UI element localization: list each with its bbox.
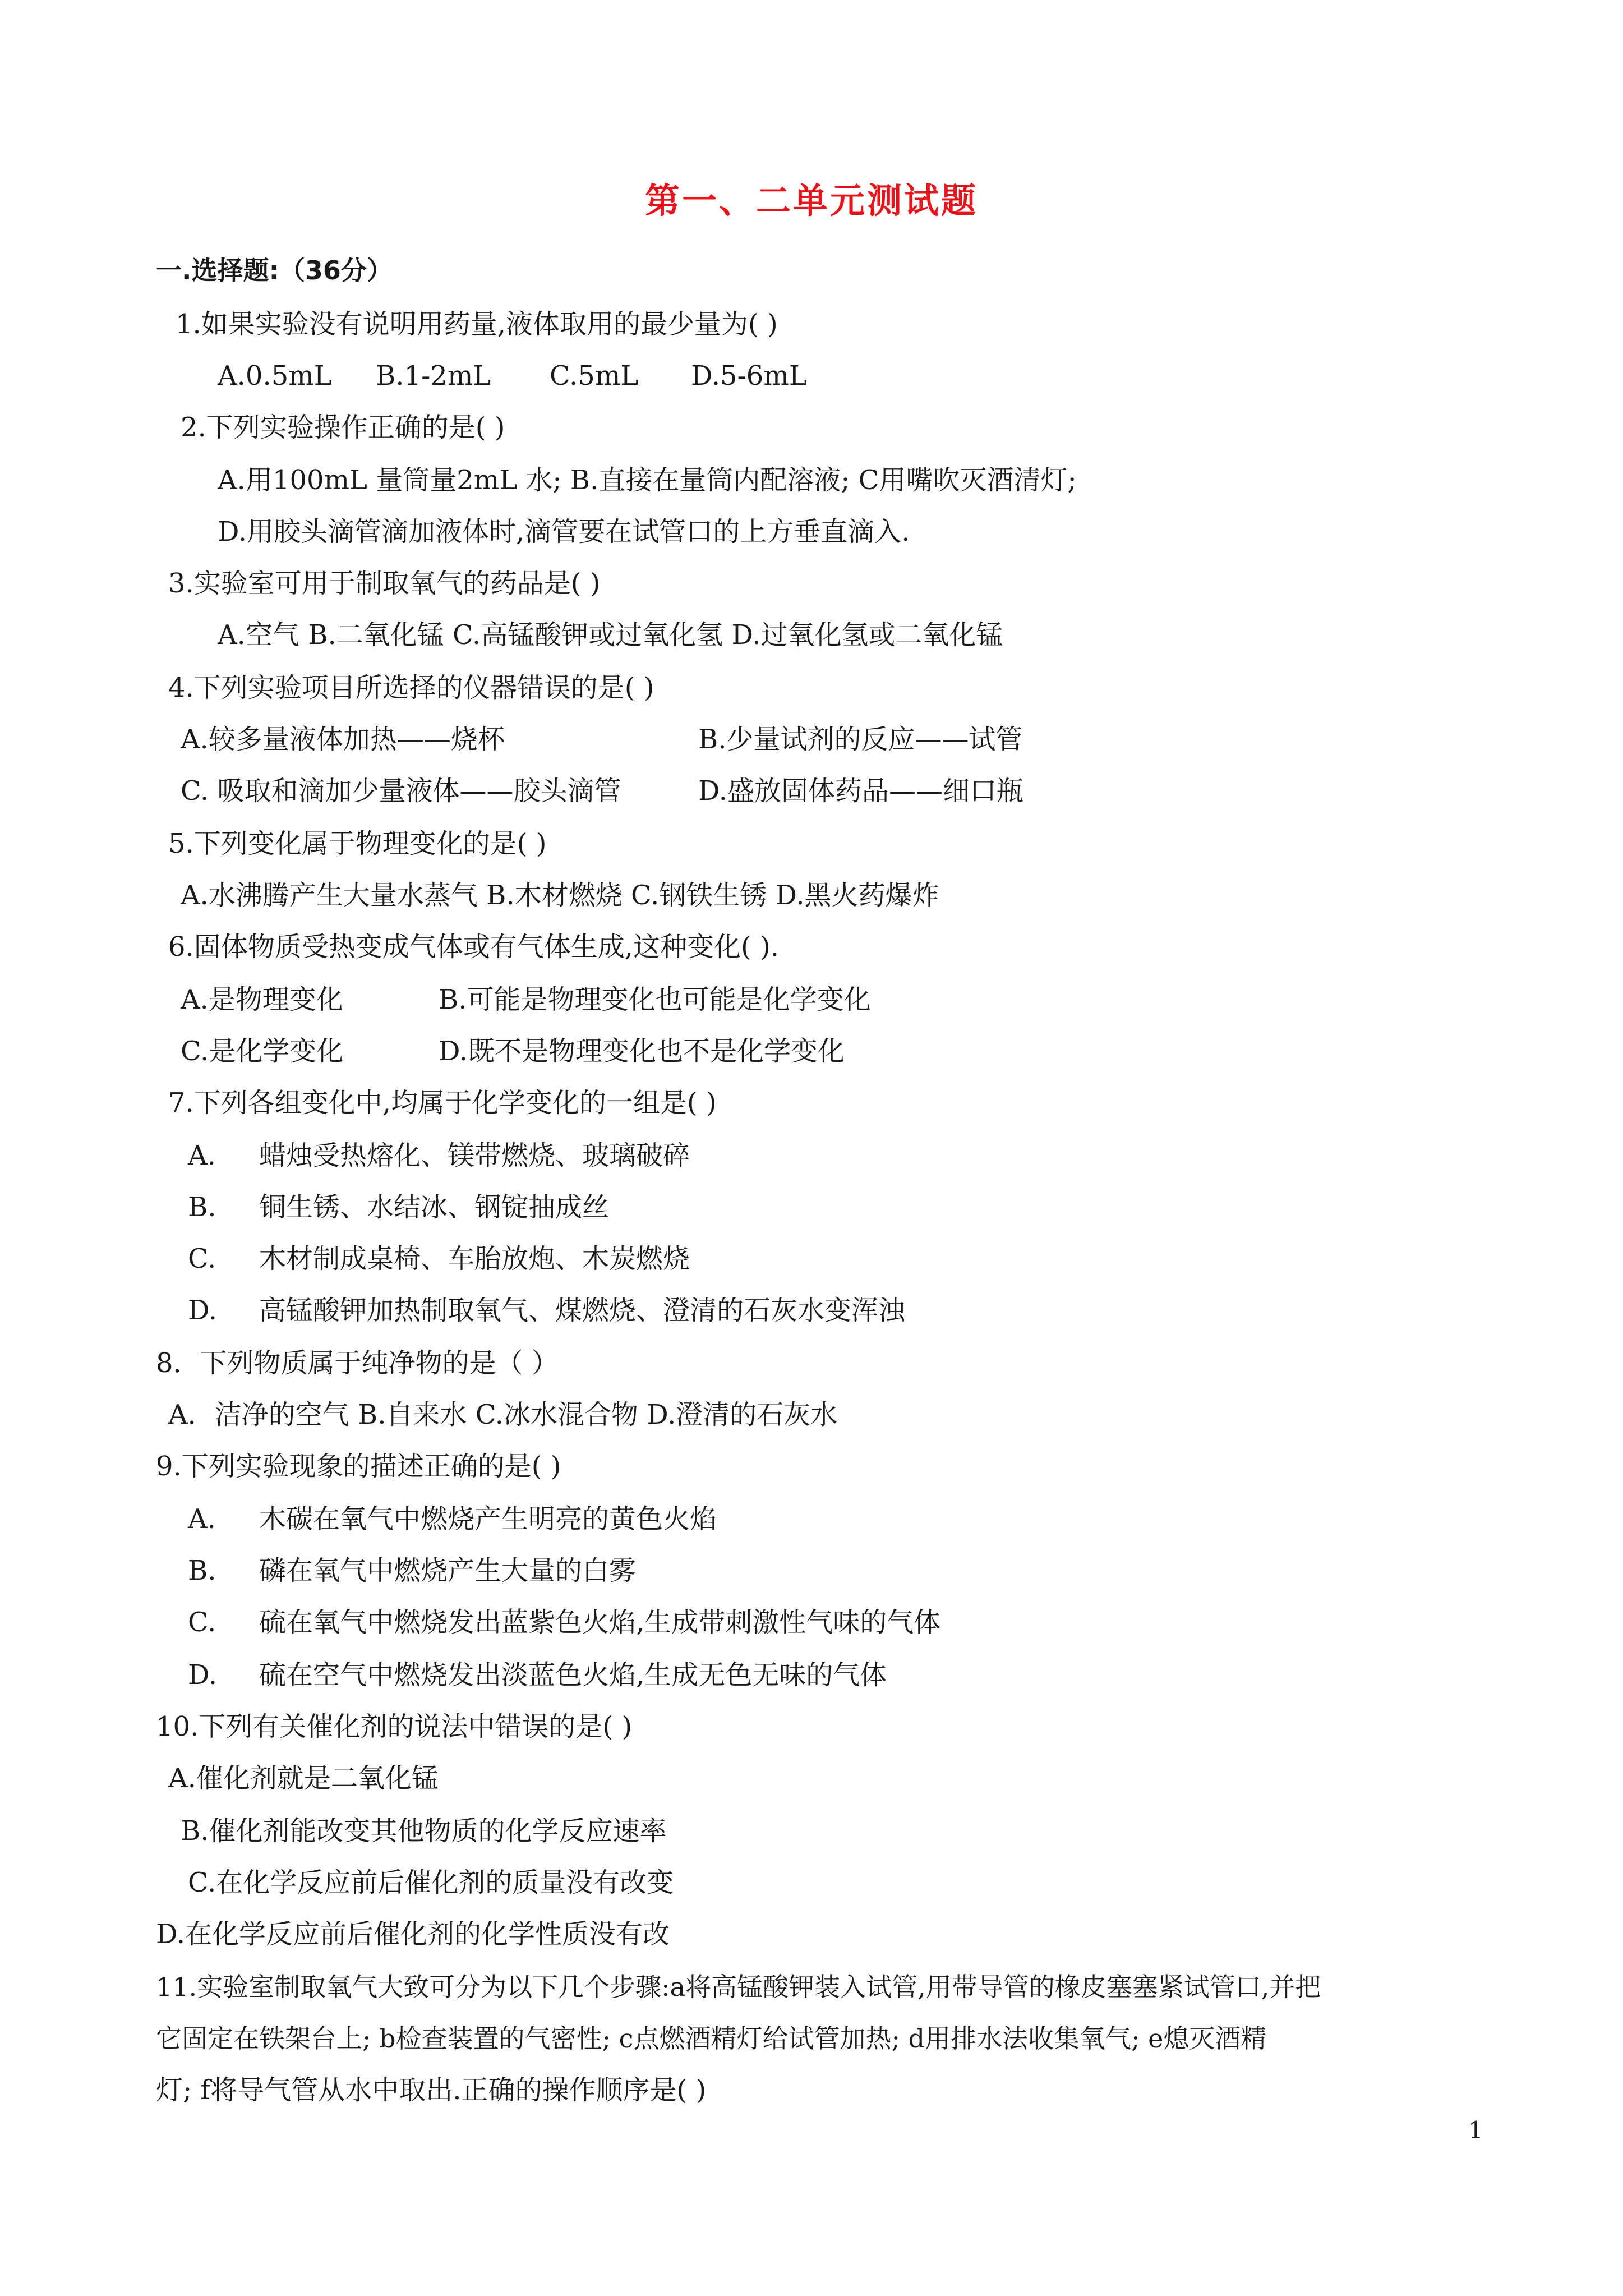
question-7-option-a: 蜡烛受热熔化、镁带燃烧、玻璃破碎 xyxy=(259,1140,690,1171)
question-9-option-d: 硫在空气中燃烧发出淡蓝色火焰,生成无色无味的气体 xyxy=(259,1659,887,1691)
question-1-option-c: C.5mL xyxy=(550,360,639,392)
section-heading: 一.选择题:（36分） xyxy=(156,255,393,286)
question-9-option-b: 磷在氧气中燃烧产生大量的白雾 xyxy=(259,1555,637,1586)
question-5-options: A.水沸腾产生大量水蒸气 B.木材燃烧 C.钢铁生锈 D.黑火药爆炸 xyxy=(181,880,939,911)
question-4-option-d: D.盛放固体药品——细口瓶 xyxy=(698,775,1024,807)
question-1-stem: 1.如果实验没有说明用药量,液体取用的最少量为( ) xyxy=(176,309,778,340)
question-6-option-a: A.是物理变化 xyxy=(181,984,343,1015)
question-9-option-b-label: B. xyxy=(188,1555,216,1586)
question-9-option-a: 木碳在氧气中燃烧产生明亮的黄色火焰 xyxy=(259,1503,717,1535)
question-7-option-c-label: C. xyxy=(188,1243,216,1274)
question-4-option-b: B.少量试剂的反应——试管 xyxy=(698,724,1023,755)
question-2-options-line-2: D.用胶头滴管滴加液体时,滴管要在试管口的上方垂直滴入. xyxy=(218,516,910,547)
question-10-option-d: D.在化学反应前后催化剂的化学性质没有改 xyxy=(156,1918,670,1950)
question-11-line-1: 11.实验室制取氧气大致可分为以下几个步骤:a将高锰酸钾装入试管,用带导管的橡皮塞塞紧试管口,并把 xyxy=(156,1972,1321,2002)
question-7-option-d: 高锰酸钾加热制取氧气、煤燃烧、澄清的石灰水变浑浊 xyxy=(259,1295,906,1326)
question-7-option-b-label: B. xyxy=(188,1191,216,1223)
question-7-stem: 7.下列各组变化中,均属于化学变化的一组是( ) xyxy=(168,1087,717,1119)
question-6-option-b: B.可能是物理变化也可能是化学变化 xyxy=(439,984,871,1015)
question-9-option-d-label: D. xyxy=(188,1659,218,1691)
question-2-stem: 2.下列实验操作正确的是( ) xyxy=(181,412,505,443)
question-7-option-a-label: A. xyxy=(188,1140,216,1171)
question-11-line-2: 它固定在铁架台上; b检查装置的气密性; c点燃酒精灯给试管加热; d用排水法收集氧气; e熄灭酒精 xyxy=(156,2023,1267,2054)
page-title: 第一、二单元测试题 xyxy=(644,180,978,221)
question-6-option-d: D.既不是物理变化也不是化学变化 xyxy=(439,1036,845,1067)
question-3-options: A.空气 B.二氧化锰 C.高锰酸钾或过氧化氢 D.过氧化氢或二氧化锰 xyxy=(218,619,1003,651)
question-8-options: A．洁净的空气 B.自来水 C.冰水混合物 D.澄清的石灰水 xyxy=(168,1399,838,1430)
question-9-option-c: 硫在氧气中燃烧发出蓝紫色火焰,生成带刺激性气味的气体 xyxy=(259,1607,941,1638)
question-7-option-d-label: D. xyxy=(188,1295,218,1326)
question-9-stem: 9.下列实验现象的描述正确的是( ) xyxy=(156,1451,561,1482)
question-3-stem: 3.实验室可用于制取氧气的药品是( ) xyxy=(168,568,601,599)
question-10-option-a: A.催化剂就是二氧化锰 xyxy=(168,1763,439,1794)
question-2-options-line-1: A.用100mL 量筒量2mL 水; B.直接在量筒内配溶液; C用嘴吹灭酒清灯; xyxy=(218,464,1077,496)
question-10-option-c: C.在化学反应前后催化剂的质量没有改变 xyxy=(188,1867,674,1898)
question-6-stem: 6.固体物质受热变成气体或有气体生成,这种变化( ). xyxy=(168,931,780,963)
question-8-stem: 8．下列物质属于纯净物的是（ ） xyxy=(156,1347,559,1379)
page-number: 1 xyxy=(1468,2116,1483,2144)
question-10-stem: 10.下列有关催化剂的说法中错误的是( ) xyxy=(156,1711,633,1742)
question-10-option-b: B.催化剂能改变其他物质的化学反应速率 xyxy=(181,1815,667,1847)
question-1-option-b: B.1-2mL xyxy=(376,360,491,392)
question-7-option-c: 木材制成桌椅、车胎放炮、木炭燃烧 xyxy=(259,1243,690,1274)
question-9-option-a-label: A. xyxy=(188,1503,216,1535)
question-11-line-3: 灯; f将导气管从水中取出.正确的操作顺序是( ) xyxy=(156,2074,707,2106)
question-4-stem: 4.下列实验项目所选择的仪器错误的是( ) xyxy=(168,672,654,703)
question-6-option-c: C.是化学变化 xyxy=(181,1036,344,1067)
question-1-option-a: A.0.5mL xyxy=(218,360,332,392)
question-9-option-c-label: C. xyxy=(188,1607,216,1638)
question-7-option-b: 铜生锈、水结冰、钢锭抽成丝 xyxy=(259,1191,610,1223)
question-4-option-c: C. 吸取和滴加少量液体——胶头滴管 xyxy=(181,775,621,807)
question-1-option-d: D.5-6mL xyxy=(691,360,807,392)
question-4-option-a: A.较多量液体加热——烧杯 xyxy=(181,724,505,755)
question-5-stem: 5.下列变化属于物理变化的是( ) xyxy=(168,828,547,859)
